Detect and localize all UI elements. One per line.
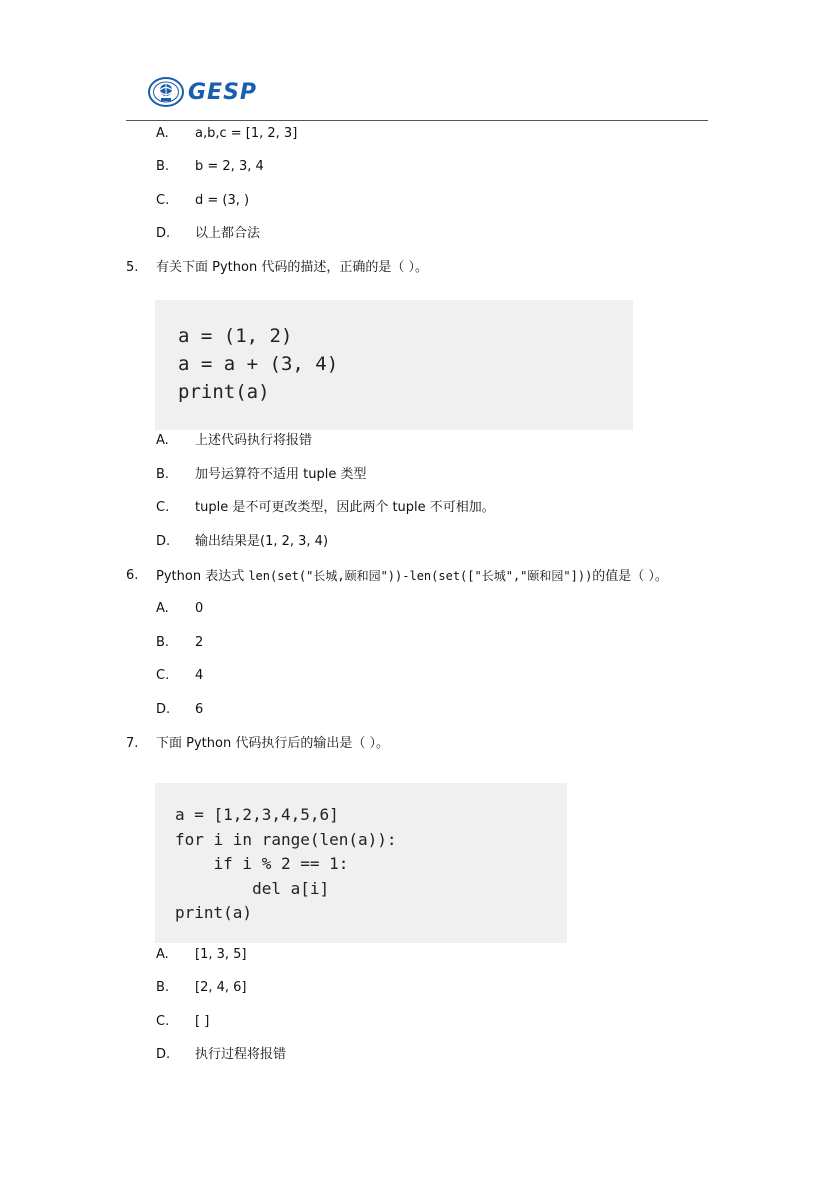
q6-stem-suffix: 的值是（ ）。	[592, 569, 668, 584]
q4-option-c-text: d = (3, )	[195, 193, 250, 208]
q5-option-a-text: 上述代码执行将报错	[195, 433, 313, 448]
q7-number: 7.	[126, 736, 139, 751]
q5-option-d-text: 输出结果是(1, 2, 3, 4)	[195, 534, 329, 549]
q6-option-d-letter: D.	[156, 702, 171, 717]
q5-option-c-letter: C.	[156, 500, 170, 515]
q5-option-a-letter: A.	[156, 433, 169, 448]
q6-option-b-letter: B.	[156, 635, 170, 650]
q4-option-a-letter: A.	[156, 126, 169, 141]
q4-option-a-text: a,b,c = [1, 2, 3]	[195, 126, 298, 141]
q7-code-block	[155, 783, 567, 943]
q6-stem	[156, 567, 668, 586]
q5-option-d-letter: D.	[156, 534, 171, 549]
gesp-seal-logo-icon	[148, 77, 184, 107]
q4-option-b-text: b = 2, 3, 4	[195, 159, 264, 174]
q7-option-c-text: [ ]	[195, 1014, 210, 1029]
q7-option-b-text: [2, 4, 6]	[195, 980, 247, 995]
q6-option-a-letter: A.	[156, 601, 169, 616]
q4-option-c-letter: C.	[156, 193, 170, 208]
gesp-wordmark: GESP	[188, 79, 258, 105]
q7-option-b-letter: B.	[156, 980, 170, 995]
q5-option-c-text: tuple 是不可更改类型，因此两个 tuple 不可相加。	[195, 500, 495, 515]
header	[148, 76, 257, 108]
q7-option-d-text: 执行过程将报错	[195, 1047, 287, 1062]
header-divider	[126, 120, 708, 121]
q6-stem-code: len(set("长城,颐和园"))-len(set(["长城","颐和园"]))	[248, 569, 593, 583]
q5-option-b-letter: B.	[156, 467, 170, 482]
q7-stem: 下面 Python 代码执行后的输出是（ ）。	[156, 736, 389, 751]
q6-option-d-text: 6	[195, 702, 204, 717]
q6-option-c-text: 4	[195, 668, 204, 683]
q4-option-d-text: 以上都合法	[195, 226, 261, 241]
q4-option-b-letter: B.	[156, 159, 170, 174]
q6-stem-prefix: Python 表达式	[156, 569, 249, 584]
q7-code-text: a = [1,2,3,4,5,6] for i in range(len(a)): if i % 2 == 1: del a[i] print(a)	[175, 805, 397, 922]
q5-number: 5.	[126, 260, 139, 275]
q7-option-d-letter: D.	[156, 1047, 171, 1062]
q5-code-text: a = (1, 2) a = a + (3, 4) print(a)	[178, 325, 339, 403]
q6-number: 6.	[126, 568, 139, 583]
q6-option-c-letter: C.	[156, 668, 170, 683]
q7-option-a-text: [1, 3, 5]	[195, 947, 247, 962]
q5-stem: 有关下面 Python 代码的描述，正确的是（ ）。	[156, 260, 428, 275]
q7-option-c-letter: C.	[156, 1014, 170, 1029]
q4-option-d-letter: D.	[156, 226, 171, 241]
q7-option-a-letter: A.	[156, 947, 169, 962]
q6-option-a-text: 0	[195, 601, 204, 616]
q5-code-block	[155, 300, 633, 430]
q5-option-b-text: 加号运算符不适用 tuple 类型	[195, 467, 367, 482]
q6-option-b-text: 2	[195, 635, 204, 650]
